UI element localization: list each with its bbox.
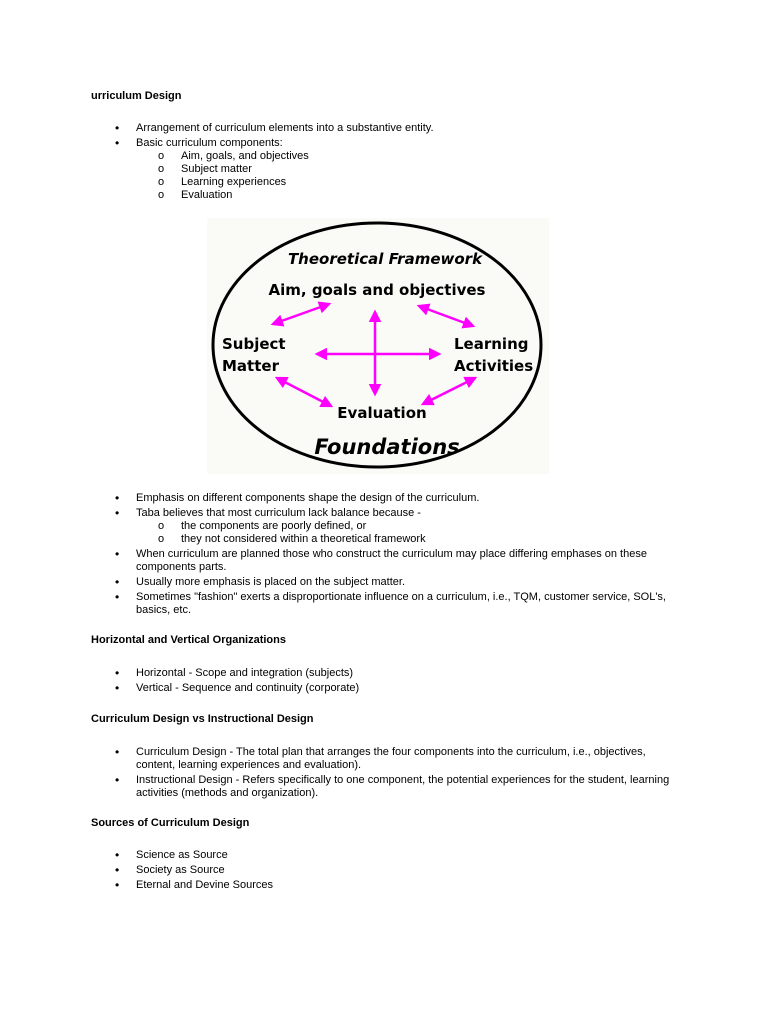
section-heading-design-vs-instructional: Curriculum Design vs Instructional Design [91,713,314,725]
arrow-aims-subject [273,304,329,324]
list-item: • Basic curriculum components: o Aim, goals, and objectives o Subject matter o Learning experiences o Evaluation [0,137,676,202]
design-comparison-list [0,746,768,802]
organizations-list [0,667,768,697]
theoretical-framework-label: Theoretical Framework [287,250,483,268]
foundations-label: Foundations [314,435,460,459]
components-sublist [136,150,676,202]
list-item: • Emphasis on different components shape the design of the curriculum. [0,492,676,505]
curriculum-design-list [0,122,768,202]
curriculum-framework-diagram [207,218,549,474]
sub-list-item: o the components are poorly defined, or [136,520,676,533]
list-item: • Vertical - Sequence and continuity (corporate) [0,682,676,695]
section-heading-curriculum-design: urriculum Design [91,90,182,102]
learning-label-line1: Learning [454,335,529,353]
emphasis-list [0,492,768,619]
list-item: • Curriculum Design - The total plan that arranges the four components into the curriculum, i.e., objectives, content, learning experiences and evaluation). [0,746,676,772]
list-item: • Society as Source [0,864,676,877]
arrow-subject-evaluation [277,378,331,406]
list-item: • Taba believes that most curriculum lack balance because - o the components are poorly defined, or o they not considered within a theoretical framework [0,507,676,546]
evaluation-label: Evaluation [337,404,427,422]
sub-list-item: o Evaluation [136,189,676,202]
section-heading-organizations: Horizontal and Vertical Organizations [91,634,286,646]
sub-list-item: o Subject matter [136,163,676,176]
subject-label-line1: Subject [222,335,286,353]
sub-list-item: o they not considered within a theoretical framework [136,533,676,546]
list-item: • Usually more emphasis is placed on the subject matter. [0,576,676,589]
list-item: • Instructional Design - Refers specifically to one component, the potential experiences for the student, learning activities (methods and organization). [0,774,676,800]
learning-label-line2: Activities [454,357,534,375]
list-item: • When curriculum are planned those who construct the curriculum may place differing emphases on these components parts. [0,548,676,574]
list-item: • Science as Source [0,849,676,862]
list-item: • Eternal and Devine Sources [0,879,676,892]
arrow-learning-evaluation [423,378,475,404]
sub-list-item: o Aim, goals, and objectives [136,150,676,163]
list-item: • Sometimes "fashion" exerts a disproportionate influence on a curriculum, i.e., TQM, customer service, SOL's, basics, etc. [0,591,676,617]
subject-label-line2: Matter [222,357,279,375]
list-item: • Arrangement of curriculum elements into a substantive entity. [0,122,676,135]
sources-list [0,849,768,894]
sub-list-item: o Learning experiences [136,176,676,189]
section-heading-sources: Sources of Curriculum Design [91,817,250,829]
list-item: • Horizontal - Scope and integration (subjects) [0,667,676,680]
arrow-aims-learning [419,306,473,326]
aims-label: Aim, goals and objectives [268,281,486,299]
taba-reasons-sublist [136,520,676,546]
